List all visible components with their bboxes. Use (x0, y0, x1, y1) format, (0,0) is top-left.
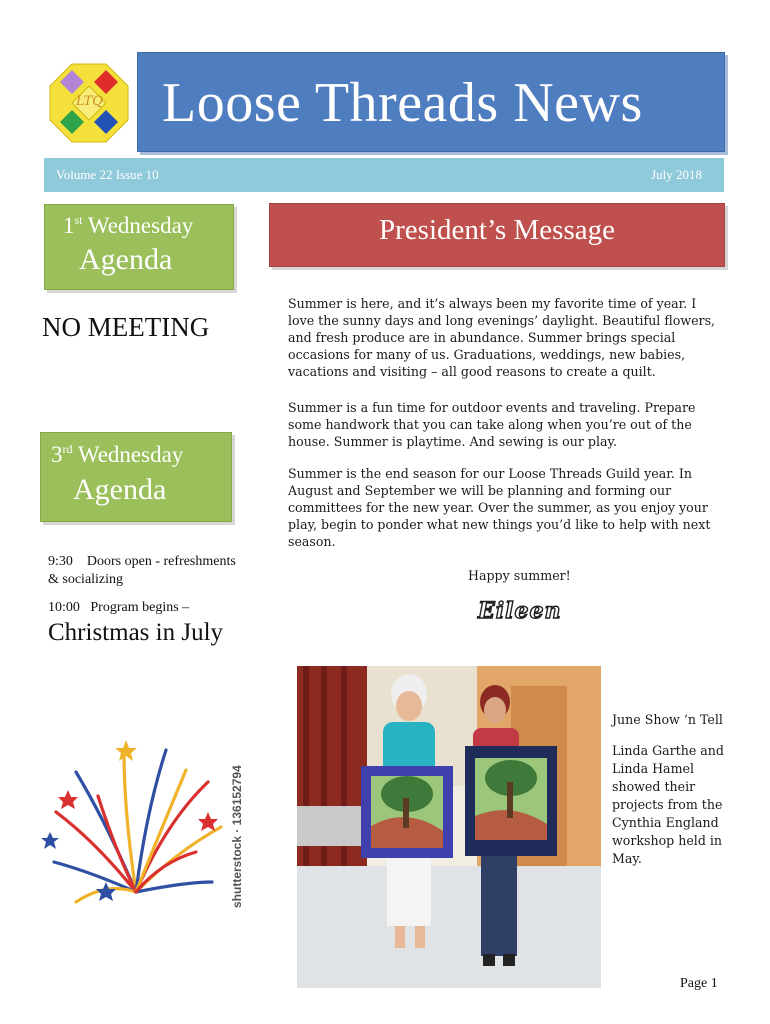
program-title: Christmas in July (48, 619, 224, 646)
guild-logo (48, 62, 130, 144)
president-message-banner (269, 203, 725, 267)
logo-monogram: LTQ (76, 94, 103, 109)
third-wednesday-box (40, 432, 232, 522)
page-number: Page 1 (680, 976, 718, 991)
schedule-item: 10:00 Program begins – (48, 600, 190, 615)
fireworks-illustration (36, 732, 236, 916)
schedule-item: 9:30 Doors open - refreshments & socializing (48, 554, 236, 587)
first-wednesday-label: 1st Wednesday (63, 213, 194, 238)
newsletter-title: Loose Threads News (162, 72, 643, 134)
message-paragraph: Summer is here, and it’s always been my favorite time of year. I love the sunny days and long evenings’ daylight. Beautiful flowers, and fresh produce are in abundance. Summer brings special occasions for many of us. Graduations, weddings, new babies, vacations and visiting – all good reasons to create a quilt. (288, 296, 716, 379)
show-and-tell-caption: Linda Garthe and Linda Hamel showed their projects from the Cynthia England workshop held in May. (612, 743, 724, 866)
stock-watermark: shutterstock · 136152794 (230, 765, 244, 908)
president-message-title: President’s Message (379, 214, 615, 246)
third-wednesday-label: 3rd Wednesday (51, 442, 184, 467)
first-wednesday-heading: Agenda (79, 243, 173, 276)
show-and-tell-title: June Show ‘n Tell (612, 712, 723, 727)
third-wednesday-heading: Agenda (73, 473, 167, 506)
show-and-tell-photo (297, 666, 601, 988)
volume-issue: Volume 22 Issue 10 (56, 167, 159, 182)
first-wednesday-box (44, 204, 234, 290)
message-paragraph: Summer is a fun time for outdoor events and traveling. Prepare some handwork that you can take along when you’re out of the house. Summer is playtime. And sewing is our play. (288, 400, 696, 449)
president-signature: Eileen (478, 598, 562, 624)
issue-date: July 2018 (651, 167, 702, 182)
message-paragraph: Summer is the end season for our Loose Threads Guild year. In August and September we will be planning and forming our committees for the new year. Over the summer, as you enjoy your play, begin to ponder what new things you’d like to help with next season. (288, 466, 711, 549)
no-meeting-text: NO MEETING (42, 312, 210, 342)
masthead-banner (137, 52, 725, 152)
issue-bar (44, 158, 724, 192)
message-closing: Happy summer! (468, 568, 571, 583)
